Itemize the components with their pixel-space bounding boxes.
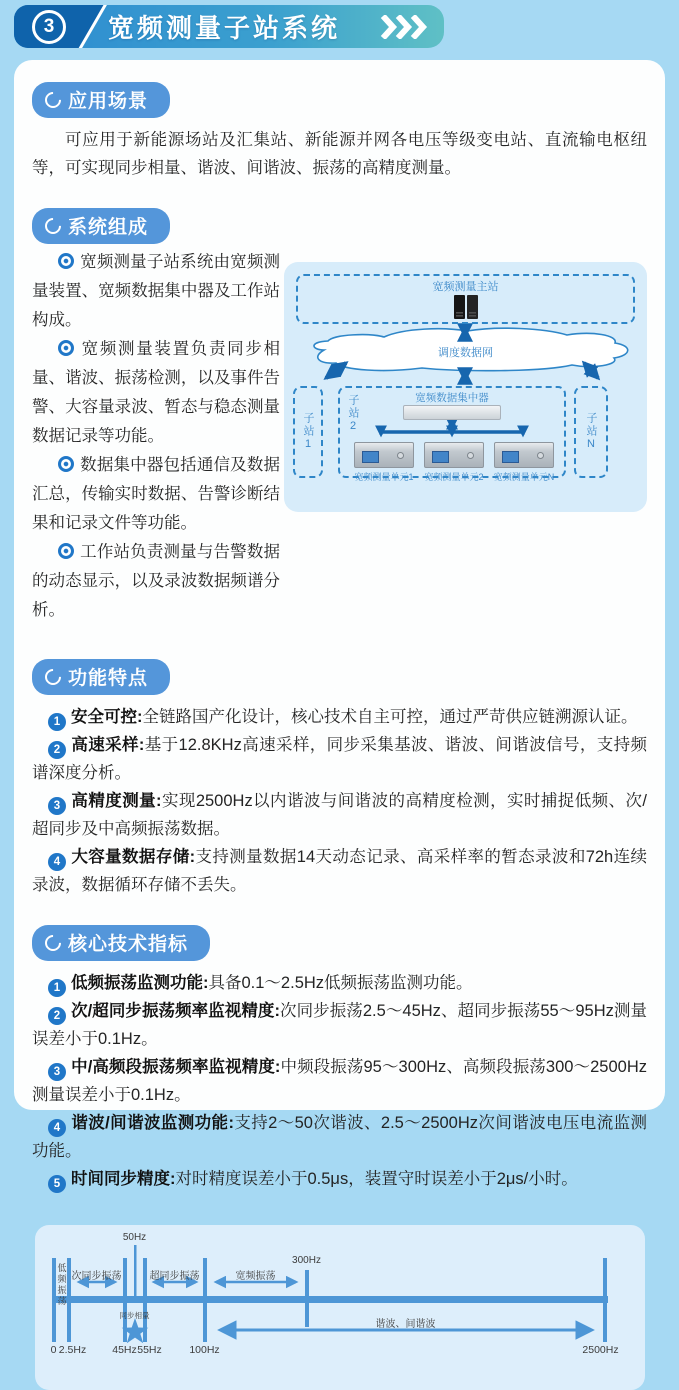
number-badge: 2	[48, 741, 66, 759]
bullet-text: 数据集中器包括通信及数据汇总，传输实时数据、告警诊断结果和记录文件等功能。	[32, 456, 280, 532]
section-header-features	[32, 659, 170, 695]
section-title: 核心技术指标	[68, 934, 189, 955]
tick-300hz	[305, 1270, 309, 1327]
indicator-text: 次同步振荡2.5～45Hz、超同步振荡55～95Hz测量误差小于0.1Hz。	[32, 1002, 647, 1048]
feature-text: 基于12.8KHz高速采样，同步采集基波、谐波、间谐波信号，支持频谱深度分析。	[32, 736, 647, 782]
tick-label-55: 55Hz	[137, 1344, 162, 1356]
composition-bullet	[32, 538, 280, 625]
indicator-label: 时间同步精度:	[71, 1170, 176, 1188]
substation-n-box	[574, 386, 608, 478]
substation-n-label: 子站N	[585, 412, 597, 452]
concentrator-label: 宽频数据集中器	[415, 392, 489, 404]
number-badge: 2	[48, 1007, 66, 1025]
measure-unit-2-device	[424, 442, 484, 468]
measure-unit-2-label: 宽频测量单元2	[424, 472, 484, 482]
indicator-label: 次/超同步振荡频率监视精度:	[71, 1002, 280, 1020]
section-title: 功能特点	[68, 668, 149, 689]
number-badge: 1	[48, 713, 66, 731]
indicator-item	[32, 1109, 647, 1165]
indicator-item	[32, 969, 647, 997]
bullet-icon	[58, 253, 74, 269]
composition-text-column	[32, 248, 280, 625]
bullet-text: 工作站负责测量与告警数据的动态显示，以及录波数据频谱分析。	[32, 543, 280, 619]
network-cloud-label: 调度数据网	[438, 347, 493, 359]
feature-text: 实现2500Hz以内谐波与间谐波的高精度检测，实时捕捉低频、次/超同步及中高频振荡数据。	[32, 792, 647, 838]
device-knob	[537, 452, 544, 459]
indicator-item	[32, 997, 647, 1053]
indicators-list	[32, 969, 647, 1193]
measure-unit-n-device	[494, 442, 554, 468]
bullet-icon	[58, 456, 74, 472]
section-title: 系统组成	[68, 217, 149, 238]
feature-label: 大容量数据存储:	[71, 848, 196, 866]
measure-unit-1-device	[354, 442, 414, 468]
feature-text: 支持测量数据14天动态记录、高采样率的暂态录波和72h连续录波，数据循环存储不丢失。	[32, 848, 648, 894]
section-title: 应用场景	[68, 91, 149, 112]
device-screen	[432, 451, 449, 463]
network-sub1-arrow	[326, 363, 346, 378]
bullet-text: 宽频测量子站系统由宽频测量装置、宽频数据集中器及工作站构成。	[32, 253, 280, 329]
tick-label-100: 100Hz	[189, 1344, 220, 1356]
section-number-badge	[32, 10, 66, 44]
architecture-diagram	[284, 262, 647, 512]
region-wideband-label: 宽频振荡	[235, 1271, 276, 1282]
substation-1-box	[293, 386, 323, 478]
section-header-indicators	[32, 925, 210, 961]
section-number: 3	[43, 15, 55, 37]
composition-bullet	[32, 451, 280, 538]
tick-label-2500: 2500Hz	[582, 1344, 619, 1356]
frequency-axis-graphics	[35, 1225, 645, 1390]
frequency-axis	[54, 1296, 608, 1303]
measure-unit-1-label: 宽频测量单元1	[354, 472, 414, 482]
master-station-label: 宽频测量主站	[432, 281, 499, 293]
title-banner	[14, 5, 444, 48]
sync-phasor-label: 同步相量	[119, 1311, 150, 1320]
concentrator-device	[403, 405, 501, 420]
indicator-label: 低频振荡监测功能:	[71, 974, 209, 992]
measure-unit-n-label: 宽频测量单元N	[493, 472, 555, 482]
indicator-label: 中/高频段振荡频率监视精度:	[71, 1058, 281, 1076]
region-subsync-label: 次同步振荡	[71, 1271, 122, 1282]
indicator-text: 具备0.1～2.5Hz低频振荡监测功能。	[208, 974, 473, 992]
number-badge: 4	[48, 853, 66, 871]
device-screen	[362, 451, 379, 463]
region-low-freq-label: 低频振荡	[56, 1263, 67, 1307]
tick-label-2-5: 2.5Hz	[58, 1344, 87, 1356]
features-list	[32, 703, 647, 899]
bullet-text: 宽频测量装置负责同步相量、谐波、振荡检测，以及事件告警、大容量录波、暂态与稳态测量数据记录等功能。	[32, 340, 280, 445]
master-station-box	[296, 274, 635, 324]
substation-1-label: 子站1	[302, 412, 314, 452]
bullet-icon	[58, 543, 74, 559]
number-badge: 3	[48, 1063, 66, 1081]
feature-item	[32, 787, 647, 843]
indicator-label: 谐波/间谐波监测功能:	[71, 1114, 234, 1132]
indicator-text: 对时精度误差小于0.5μs，装置守时误差小于2μs/小时。	[175, 1170, 578, 1188]
feature-item	[32, 843, 647, 899]
label-50hz: 50Hz	[122, 1232, 147, 1243]
feature-label: 高精度测量:	[71, 792, 162, 810]
feature-item	[32, 703, 647, 731]
device-knob	[467, 452, 474, 459]
composition-bullet	[32, 248, 280, 335]
application-paragraph: 可应用于新能源场站及汇集站、新能源并网各电压等级变电站、直流输电枢纽等，可实现同步相量、谐波、间谐波、振荡的高精度测量。	[32, 131, 647, 177]
indicator-text: 中频段振荡95～300Hz、高频段振荡300～2500Hz测量误差小于0.1Hz。	[32, 1058, 647, 1104]
number-badge: 3	[48, 797, 66, 815]
content-card	[14, 60, 665, 1356]
feature-item	[32, 731, 647, 787]
feature-label: 高速采样:	[71, 736, 145, 754]
triple-chevron-icon	[380, 15, 428, 39]
indicator-item	[32, 1053, 647, 1109]
section-header-composition	[32, 208, 170, 244]
device-knob	[397, 452, 404, 459]
tick-50hz	[134, 1245, 137, 1303]
indicator-text: 支持2～50次谐波、2.5～2500Hz次间谐波电压电流监测功能。	[32, 1114, 647, 1160]
page-title: 宽频测量子站系统	[108, 13, 341, 43]
bullet-icon	[58, 340, 74, 356]
ring-icon	[42, 214, 65, 237]
section-header-application	[32, 82, 170, 118]
composition-row	[32, 248, 647, 625]
frequency-spectrum-diagram	[35, 1225, 645, 1390]
tick-label-0: 0	[50, 1344, 57, 1356]
number-badge: 4	[48, 1119, 66, 1137]
device-screen	[502, 451, 519, 463]
substation-2-label: 子站2	[347, 394, 359, 434]
feature-label: 安全可控:	[71, 708, 143, 726]
indicator-item	[32, 1165, 647, 1193]
ring-icon	[42, 88, 65, 111]
label-300hz: 300Hz	[292, 1255, 321, 1266]
ring-icon	[42, 931, 65, 954]
composition-bullet	[32, 335, 280, 451]
server-icon	[450, 294, 482, 320]
ring-icon	[42, 665, 65, 688]
region-supersync-label: 超同步振荡	[149, 1271, 200, 1282]
tick-label-45: 45Hz	[112, 1344, 137, 1356]
feature-text: 全链路国产化设计，核心技术自主可控，通过严苛供应链溯源认证。	[142, 708, 638, 726]
number-badge: 1	[48, 979, 66, 997]
number-badge: 5	[48, 1175, 66, 1193]
region-harmonic-label: 谐波、间谐波	[375, 1319, 436, 1330]
substation-2-box	[338, 386, 566, 482]
